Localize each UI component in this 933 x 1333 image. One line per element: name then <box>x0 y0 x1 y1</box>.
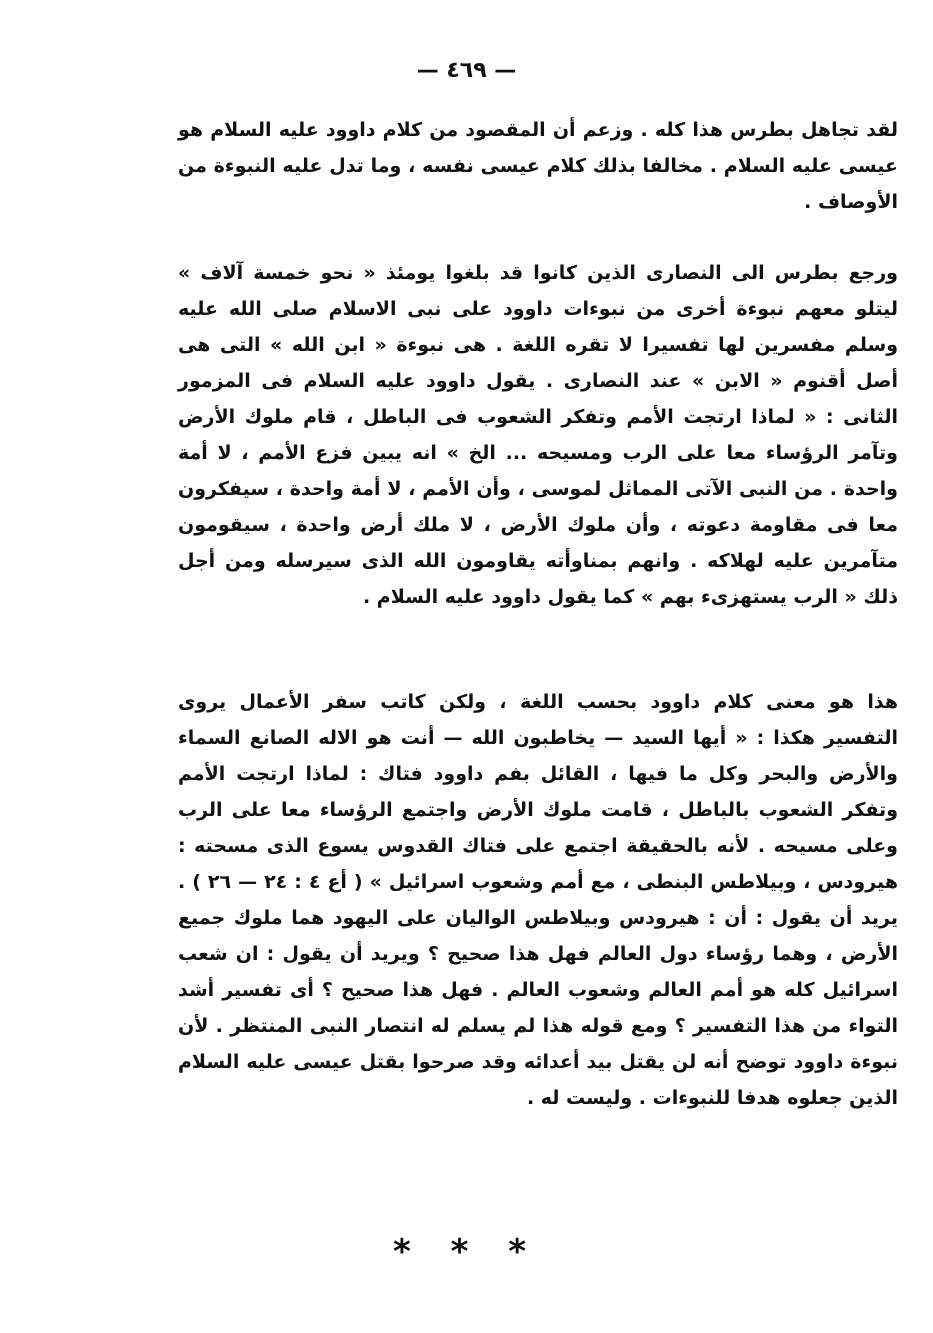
paragraph-2 <box>178 255 898 615</box>
paragraph-1 <box>178 112 898 220</box>
page-number: — ٤٦٩ — <box>416 58 517 83</box>
paragraph-text: هذا هو معنى كلام داوود بحسب اللغة ، ولكن كاتب سفر الأعمال يروى التفسير هكذا : « أيها السيد — يخاطبون الله — أنت هو الاله الصانع السماء والأرض والبحر وكل ما فيها ، القائل بفم داوود فتاك : لماذا ارتجت الأمم وتفكر الشعوب بالباطل ، قامت ملوك الأرض واجتمع الرؤساء معا على الرب وعلى مسيحه . لأنه بالحقيقة اجتمع على فتاك القدوس يسوع الذى مسحته : هيرودس ، وبيلاطس البنطى ، مع أمم وشعوب اسرائيل » ( أع ٤ : ٢٤ — ٢٦ ) . يريد أن يقول : أن : هيرودس وبيلاطس الواليان على اليهود هما ملوك جميع الأرض ، وهما رؤساء دول العالم فهل هذا صحيح ؟ ويريد أن يقول : ان شعب اسرائيل كله هو أمم العالم وشعوب العالم . فهل هذا صحيح ؟ أى تفسير أشد التواء من هذا التفسير ؟ ومع قوله هذا لم يسلم له انتصار النبى المنتظر . لأن نبوءة داوود توضح أنه لن يقتل بيد أعدائه وقد صرحوا بقتل عيسى عليه السلام الذين جعلوه هدفا للنبوءات . وليست له . <box>178 691 898 1109</box>
paragraph-text: لقد تجاهل بطرس هذا كله . وزعم أن المقصود من كلام داوود عليه السلام هو عيسى عليه السلام . مخالفا بذلك كلام عيسى نفسه ، وما تدل عليه النبوءة من الأوصاف . <box>178 119 898 213</box>
paragraph-3 <box>178 684 898 1116</box>
section-ornament: * * * <box>392 1232 540 1272</box>
paragraph-text: ورجع بطرس الى النصارى الذين كانوا قد بلغوا يومئذ « نحو خمسة آلاف » ليتلو معهم نبوءة أخرى من نبوءات داوود على نبى الاسلام صلى الله عليه وسلم مفسرين لها تفسيرا لا تقره اللغة . هى نبوءة « ابن الله » التى هى أصل أقنوم « الابن » عند النصارى . يقول داوود عليه السلام فى المزمور الثانى : « لماذا ارتجت الأمم وتفكر الشعوب فى الباطل ، قام ملوك الأرض وتآمر الرؤساء معا على الرب ومسيحه ... الخ » انه يبين فزع الأمم ، لا أمة واحدة . من النبى الآتى المماثل لموسى ، وأن الأمم ، لا أمة واحدة ، سيفكرون معا فى مقاومة دعوته ، وأن ملوك الأرض ، لا ملك أرض واحدة ، سيقومون متآمرين عليه لهلاكه . وانهم بمناوأته يقاومون الله الذى سيرسله ومن أجل ذلك « الرب يستهزىء بهم » كما يقول داوود عليه السلام . <box>178 262 898 608</box>
